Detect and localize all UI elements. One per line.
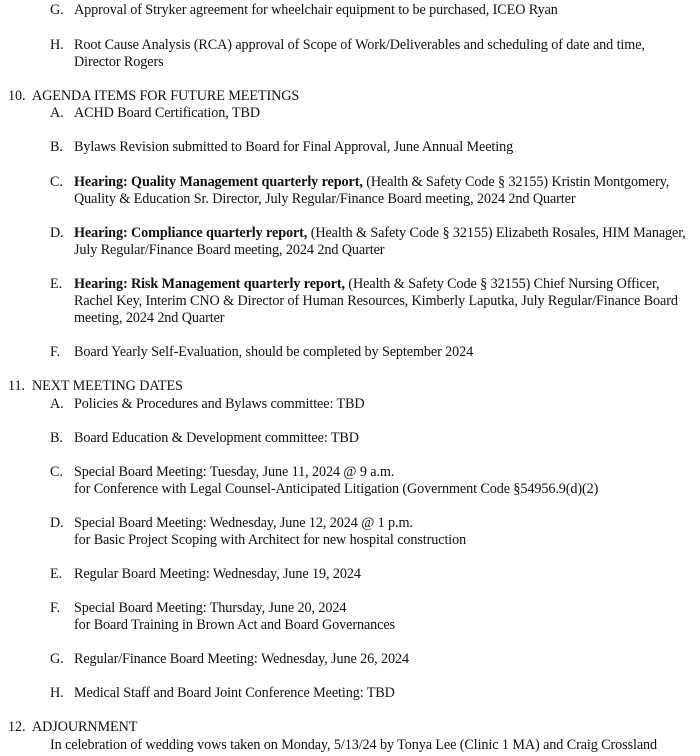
item-line-2: for Basic Project Scoping with Architect for new hospital construction — [74, 532, 467, 548]
agenda-item-10d — [50, 225, 690, 259]
item-bold-heading: Hearing: Quality Management quarterly report, — [74, 174, 363, 190]
meeting-item-11g — [50, 651, 690, 668]
item-letter: E. — [50, 566, 63, 582]
adjournment-text: In celebration of wedding vows taken on Monday, 5/13/24 by Tonya Lee (Clinic 1 MA) and Craig Crossland — [50, 737, 658, 753]
meeting-item-11h — [50, 685, 690, 702]
item-letter: E. — [50, 276, 63, 292]
item-text: Approval of Stryker agreement for wheelchair equipment to be purchased, ICEO Ryan — [74, 2, 558, 18]
item-line-1: Special Board Meeting: Wednesday, June 12, 2024 @ 1 p.m. — [74, 515, 413, 531]
section-title: NEXT MEETING DATES — [32, 378, 183, 394]
item-text — [74, 276, 690, 327]
item-body: (Health & Safety Code § 32155) Chief Nursing Officer, Rachel Key, Interim CNO & Director of Human Resources, Kimberly Laputka, July Regular/Finance Board meeting, 2024 2nd Quarter — [74, 276, 678, 326]
item-line-2: for Conference with Legal Counsel-Anticipated Litigation (Government Code §54956.9(d)(2) — [74, 481, 599, 497]
section-number: 11. — [8, 378, 25, 394]
item-body: (Health & Safety Code § 32155) Elizabeth Rosales, HIM Manager, July Regular/Finance Board meeting, 2024 2nd Quarter — [74, 225, 686, 258]
item-text — [74, 225, 690, 259]
section-title: AGENDA ITEMS FOR FUTURE MEETINGS — [32, 88, 300, 104]
item-letter: A. — [50, 105, 64, 121]
item-text: Root Cause Analysis (RCA) approval of Scope of Work/Deliverables and scheduling of date and time, Director Rogers — [74, 37, 645, 70]
section-number: 12. — [8, 719, 26, 735]
agenda-item-9g — [50, 2, 690, 19]
item-letter: B. — [50, 430, 63, 446]
section-title: ADJOURNMENT — [32, 719, 138, 735]
item-letter: D. — [50, 515, 64, 531]
item-text — [74, 464, 690, 498]
item-text — [74, 600, 690, 634]
item-text: Bylaws Revision submitted to Board for Final Approval, June Annual Meeting — [74, 139, 514, 155]
item-line-2: for Board Training in Brown Act and Board Governances — [74, 617, 395, 633]
item-body: (Health & Safety Code § 32155) Kristin Montgomery, Quality & Education Sr. Director, July Regular/Finance Board meeting, 2024 2nd Quarter — [74, 174, 670, 207]
meeting-item-11c — [50, 464, 690, 498]
agenda-item-10e — [50, 276, 690, 327]
item-letter: A. — [50, 396, 64, 412]
item-text: Board Education & Development committee: TBD — [74, 430, 359, 446]
item-letter: B. — [50, 139, 63, 155]
item-text — [74, 174, 690, 208]
meeting-item-11a — [50, 396, 690, 413]
agenda-item-10c — [50, 174, 690, 208]
item-letter: H. — [50, 685, 64, 701]
item-letter: G. — [50, 2, 64, 18]
section-number: 10. — [8, 88, 26, 104]
meeting-item-11e — [50, 566, 690, 583]
item-bold-heading: Hearing: Compliance quarterly report, — [74, 225, 308, 241]
item-line-1: Special Board Meeting: Tuesday, June 11, 2024 @ 9 a.m. — [74, 464, 395, 480]
item-letter: C. — [50, 464, 63, 480]
item-letter: D. — [50, 225, 64, 241]
item-bold-heading: Hearing: Risk Management quarterly report, — [74, 276, 345, 292]
meeting-item-11b — [50, 430, 690, 447]
item-text: ACHD Board Certification, TBD — [74, 105, 260, 121]
item-text: Policies & Procedures and Bylaws committee: TBD — [74, 396, 365, 412]
item-letter: H. — [50, 37, 64, 53]
item-letter: F. — [50, 600, 61, 616]
item-letter: F. — [50, 344, 61, 360]
agenda-item-9h — [50, 37, 690, 71]
item-text: Regular Board Meeting: Wednesday, June 19, 2024 — [74, 566, 361, 582]
item-letter: C. — [50, 174, 63, 190]
item-text: Medical Staff and Board Joint Conference Meeting: TBD — [74, 685, 395, 701]
item-letter: G. — [50, 651, 64, 667]
agenda-item-10b — [50, 139, 690, 156]
item-line-1: Special Board Meeting: Thursday, June 20, 2024 — [74, 600, 347, 616]
item-text: Regular/Finance Board Meeting: Wednesday, June 26, 2024 — [74, 651, 409, 667]
item-text: Board Yearly Self-Evaluation, should be completed by September 2024 — [74, 344, 474, 360]
item-text — [74, 515, 690, 549]
agenda-item-10a — [50, 105, 690, 122]
meeting-item-11f — [50, 600, 690, 634]
agenda-item-10f — [50, 344, 690, 361]
meeting-item-11d — [50, 515, 690, 549]
